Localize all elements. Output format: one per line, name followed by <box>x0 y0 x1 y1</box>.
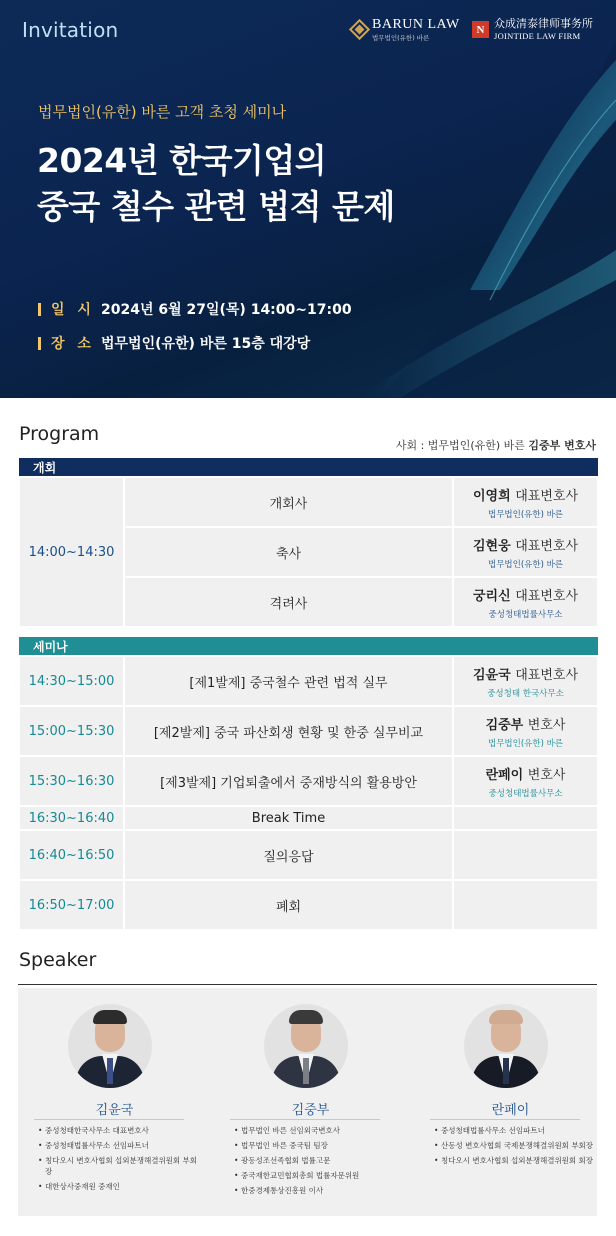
program-speaker <box>453 806 598 830</box>
program-item: 격려사 <box>124 577 453 627</box>
speaker-role: 변호사 <box>527 767 566 783</box>
program-speaker <box>453 656 598 706</box>
seminar-time: 15:00~15:30 <box>19 706 124 756</box>
speaker-role: 대표변호사 <box>515 488 579 504</box>
cv-item: • 법무법인 바른 선임외국변호사 <box>234 1125 394 1136</box>
speaker-role: 대표변호사 <box>515 667 579 683</box>
date-bar <box>38 303 41 316</box>
program-speaker <box>453 577 598 627</box>
speaker-card <box>414 988 607 1216</box>
speaker-cv <box>234 1125 394 1200</box>
date-label: 일 시 <box>51 302 95 318</box>
cv-item: • 중성청태한국사무소 대표변호사 <box>38 1125 198 1136</box>
speaker-role: 대표변호사 <box>515 538 579 554</box>
cv-item: • 칭다오시 변호사협회 섭외분쟁해결위원회 회장 <box>434 1155 594 1166</box>
speaker-name: 란페이 <box>485 767 524 783</box>
cv-item: • 대한상사중재원 중재인 <box>38 1181 198 1192</box>
program-speaker <box>453 756 598 806</box>
seminar-time: 16:40~16:50 <box>19 830 124 880</box>
event-title <box>37 138 395 230</box>
program-item: [제2발제] 중국 파산회생 현황 및 한중 실무비교 <box>124 706 453 756</box>
opening-table <box>18 458 599 628</box>
barun-diamond-icon <box>349 19 370 40</box>
speaker-card-divider <box>230 1119 380 1120</box>
invitation-label: Invitation <box>22 18 119 42</box>
program-speaker <box>453 706 598 756</box>
speaker-card-name: 김윤국 <box>95 1103 134 1118</box>
place-info <box>38 333 310 353</box>
program-item: 축사 <box>124 527 453 577</box>
speaker-card-divider <box>430 1119 580 1120</box>
date-info <box>38 299 352 319</box>
host-prefix: 사회 : 법무법인(유한) 바른 <box>395 439 529 452</box>
speaker-panel <box>18 988 597 1216</box>
avatar <box>264 1004 348 1088</box>
cv-item: • 중성청태법률사무소 선임파트너 <box>434 1125 594 1136</box>
table-row <box>19 656 598 706</box>
cv-item: • 중국재한교민협회총회 법률자문위원 <box>234 1170 394 1181</box>
program-item: [제1발제] 중국철수 관련 법적 실무 <box>124 656 453 706</box>
seminar-header: 세미나 <box>19 637 598 656</box>
speaker-card <box>214 988 407 1216</box>
jointide-logo-en: JOINTIDE LAW FIRM <box>494 31 581 41</box>
program-speaker <box>453 830 598 880</box>
date-value: 2024년 6월 27일(목) 14:00~17:00 <box>101 302 352 318</box>
barun-logo-text: BARUN LAW <box>372 17 460 32</box>
event-title-line2: 중국 철수 관련 법적 문제 <box>37 187 395 226</box>
jointide-mark-icon: N <box>472 21 489 38</box>
place-bar <box>38 337 41 350</box>
speaker-org: 중성청태법률사무소 <box>488 609 563 620</box>
speaker-card <box>18 988 211 1216</box>
speaker-org: 법무법인(유한) 바른 <box>488 738 564 749</box>
avatar <box>464 1004 548 1088</box>
place-label: 장 소 <box>51 336 95 352</box>
program-title: Program <box>19 423 100 445</box>
table-row <box>19 706 598 756</box>
speaker-role: 변호사 <box>527 717 566 733</box>
program-item: [제3발제] 기업퇴출에서 중재방식의 활용방안 <box>124 756 453 806</box>
opening-time: 14:00~14:30 <box>19 477 124 627</box>
program-item: 질의응답 <box>124 830 453 880</box>
speaker-org: 법무법인(유한) 바른 <box>487 559 564 570</box>
speaker-card-name: 란페이 <box>491 1103 530 1118</box>
speaker-name: 이영희 <box>473 488 511 504</box>
table-row <box>19 806 598 830</box>
hero-banner <box>0 0 616 398</box>
avatar <box>68 1004 152 1088</box>
speaker-card-name: 김중부 <box>291 1103 330 1118</box>
place-value: 법무법인(유한) 바른 15층 대강당 <box>101 336 311 352</box>
cv-item: • 한중경제통상진흥원 이사 <box>234 1185 394 1196</box>
seminar-time: 14:30~15:00 <box>19 656 124 706</box>
speaker-cv <box>38 1125 198 1196</box>
speaker-cv <box>434 1125 594 1170</box>
host-name: 김중부 변호사 <box>528 439 596 452</box>
speaker-name: 김윤국 <box>473 667 511 683</box>
event-subtitle: 법무법인(유한) 바른 고객 초청 세미나 <box>38 103 287 121</box>
seminar-time: 16:30~16:40 <box>19 806 124 830</box>
program-speaker <box>453 880 598 930</box>
barun-logo-subtext: 법무법인(유한) 바른 <box>372 34 430 42</box>
speaker-name: 궁리신 <box>473 588 511 604</box>
host-info <box>396 437 596 453</box>
cv-item: • 산동성 변호사협회 국제분쟁해결위원회 부회장 <box>434 1140 594 1151</box>
speaker-title: Speaker <box>19 949 97 971</box>
program-speaker <box>453 527 598 577</box>
program-item: 폐회 <box>124 880 453 930</box>
table-row <box>19 880 598 930</box>
speaker-role: 대표변호사 <box>515 588 579 604</box>
speaker-name: 김현웅 <box>473 538 511 554</box>
table-row <box>19 830 598 880</box>
speaker-name: 김중부 <box>485 717 524 733</box>
cv-item: • 칭다오시 변호사협회 섭외분쟁해결위원회 부회장 <box>38 1155 198 1177</box>
opening-header: 개회 <box>19 458 598 477</box>
speaker-org: 법무법인(유한) 바른 <box>487 509 564 520</box>
seminar-time: 16:50~17:00 <box>19 880 124 930</box>
speaker-divider <box>18 984 597 985</box>
event-title-line1: 2024년 한국기업의 <box>37 141 327 180</box>
seminar-time: 15:30~16:30 <box>19 756 124 806</box>
jointide-logo <box>472 19 593 41</box>
program-speaker <box>453 477 598 527</box>
cv-item: • 법무법인 바른 중국팀 팀장 <box>234 1140 394 1151</box>
table-row <box>19 477 598 527</box>
program-item: 개회사 <box>124 477 453 527</box>
program-item: Break Time <box>124 806 453 830</box>
speaker-card-divider <box>34 1119 184 1120</box>
cv-item: • 광동성조선족협회 법률고문 <box>234 1155 394 1166</box>
seminar-table <box>18 637 599 931</box>
speaker-org: 중성청태법률사무소 <box>488 788 563 799</box>
speaker-org: 중성청태 한국사무소 <box>487 688 564 699</box>
barun-law-logo <box>352 18 460 42</box>
jointide-logo-cn: 众成清泰律师事务所 <box>494 18 593 30</box>
cv-item: • 중성청태법률사무소 선임파트너 <box>38 1140 198 1151</box>
table-row <box>19 756 598 806</box>
